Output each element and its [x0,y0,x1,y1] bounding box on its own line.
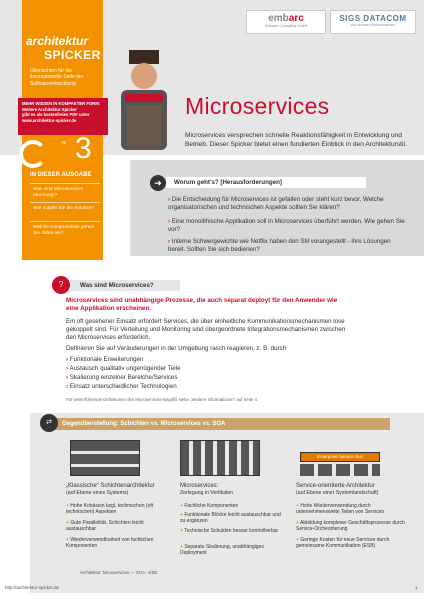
arrow-right-icon: ➜ [150,175,166,191]
sidebar-tagline: Übersichten für die konzeptionelle Seite der Softwareentwicklung [30,68,84,87]
embarc-logo-text-a: emb [268,13,289,24]
bullet-icon: › [66,374,69,381]
column-title: Service-orientierte Architektur [296,483,375,489]
challenge-text: Eine monolithische Applikation soll in Microservices überführt werden. Wie gehen Sie vor? [168,218,405,233]
column-item-text: Funktionale Blöcke leicht austauschbar und zu ergänzen [180,512,281,525]
bullet-icon: › [66,356,69,363]
intro-text: Microservices versprechen schnelle Reaktionsfähigkeit in Entwicklung und Betrieb. Dieser Spicker bietet einen fundierten Einblick in den Architekturstil. [185,132,407,148]
sigs-logo-subtitle: DIE INFORMATIONSEXPERTEN [350,23,396,27]
column-item-text: Fachliche Komponenten [184,503,239,509]
column-title: Microservices: [180,483,219,489]
toc-divider [30,202,100,203]
issue-number: 3 [75,132,92,165]
column-subtitle: Zerlegung in Vertikalen [180,490,234,496]
toc-heading: IN DIESER AUSGABE [30,172,92,178]
toc-item[interactable]: Was sind Microservices überhaupt? [33,187,84,199]
column-subtitle: (auf Ebene eines Systems) [66,490,129,496]
column-item [296,537,414,550]
page-number: 1 [415,585,418,590]
plus-icon: + [296,503,299,509]
column-item [296,520,414,533]
column-title: „Klassische“ Schichtenarchitektur [66,483,155,489]
column-item-text: Wiederverwendbarkeit von fachlichen Komponenten [66,537,154,550]
bullet-icon: › [66,383,69,390]
column-item-text: Hohe Wiederverwendung durch unternehmensweite Teilen von Services [296,503,385,516]
column-item [66,537,170,550]
definition-heading: Was sind Microservices? [70,280,180,291]
esb-box: Enterprise Service Bus [300,452,380,462]
column-item [180,544,284,557]
layer-stack-diagram [70,440,140,476]
plus-icon: + [296,520,299,526]
plus-icon: + [180,503,183,509]
plus-icon: + [296,537,299,543]
bullet-icon: › [66,365,69,372]
plus-icon: + [66,503,69,509]
toc-divider [30,183,100,184]
page-title: Microservices [185,93,330,119]
plus-icon: + [180,512,183,518]
bullet-icon: › [168,196,171,203]
soa-services-diagram [300,464,380,476]
feature-text: Austausch qualitativ ungenügender Teile [69,365,181,372]
plus-icon: + [66,520,69,526]
column-item-text: Hohe Kohäsion bzgl. technischen (oft technischen) Aspekten [66,503,154,516]
comparison-caption: Architektur: Microservices — SOA - ESB [80,570,158,575]
column-item [180,512,284,525]
column-subtitle: (auf Ebene einer Systemlandschaft) [296,490,379,496]
sigs-datacom-logo[interactable] [330,10,416,34]
definition-paragraph: Ein oft gesehener Einsatz erfordert Services, die über einheitliche Kommunikationsmechanismen lose gekoppelt sind. Für Verteilung und Monitoring sind übergeordnete Integrationsmechanismen zwischen den Microservices erforderlich. [66,318,346,341]
column-item [296,503,414,516]
challenge-item [168,196,408,212]
bullet-icon: › [168,238,171,245]
definition-note: Für weiterführende Definitionen des Microservices-Begriffs siehe „Weitere Informationen“ auf Seite 4. [66,397,259,402]
definition-lead: Microservices sind unabhängige Prozesse, die auch separat deployt für den Anwender wie eine Applikation erscheinen. [66,297,338,312]
microservice-columns-diagram [180,440,260,476]
column-item-text: Separate Skalierung, unabhängiges Deployment [180,544,264,557]
more-info-line-2: Weitere Architektur-Spicker [22,106,77,112]
issue-label: Nr. [62,140,68,145]
column-item [180,528,284,534]
challenge-item [168,218,408,234]
compare-icon: ⇄ [40,414,58,432]
column-item [66,503,170,516]
brand-architektur: architektur [26,34,89,48]
challenge-text: Interne Schwergewichte wie Netflix haben den Stil vorangestellt - ihre Lösungen bereit. Sollten Sie sich bedienen? [168,238,391,253]
refresh-circle-icon [19,140,47,168]
definition-paragraph: Definieren Sie auf Veränderungen in der Umgebung rasch reagieren, z. B. durch [66,345,287,352]
embarc-logo[interactable] [246,10,326,34]
toc-item[interactable]: Welche Kompromisse gehen Sie dabei ein? [33,225,95,237]
plus-icon: + [180,544,183,550]
column-item-text: Gute Parallelität. Schichten leicht austauschbar [66,520,144,533]
column-item-text: Abbildung komplexer Geschäftsprozesse durch Service-Orchestrierung [296,520,405,533]
question-icon: ? [52,276,70,294]
bullet-icon: › [168,218,171,225]
feature-text: Einsatz unterschiedlicher Technologien [69,383,177,390]
more-info-line-3: gibt es als kostenfreies PDF unter [22,112,90,118]
column-item [66,520,170,533]
challenge-text: Die Entscheidung für Microservices ist gefallen oder steht kurz bevor. Welche organisatorischen und technischen Aspekte sollten Sie klären? [168,196,384,211]
column-item [180,503,284,509]
toc-item[interactable]: Wie nutzen Sie die Ansätze? [33,206,95,211]
more-info-line-1: MEHR WISSEN IN KOMPAKTER FORM: [22,101,101,106]
challenges-heading: Worum geht's? [Herausforderungen] [166,177,366,188]
brand-spicker: SPICKER [44,48,101,62]
embarc-logo-subtitle: Software Consulting GmbH [264,24,308,28]
challenge-item [168,238,408,254]
plus-icon: + [180,528,183,534]
footer-url[interactable]: http://architektur-spicker.de [5,585,60,590]
column-item-text: Technische Schulden besser kontrollierbar [184,528,279,534]
feature-item [66,382,177,392]
feature-text: Funktionale Erweiterungen [69,356,144,363]
feature-text: Skalierung einzelner Bereiche/Services [69,374,178,381]
column-item-text: Geringe Kosten für neue Services durch gemeinsame Kommunikation (ESB) [296,537,390,550]
more-info-box [18,98,108,135]
person-illustration [115,50,175,160]
comparison-heading: Gegenüberstellung: Schichten vs. Microservices vs. SOA [50,418,390,430]
sigs-logo-text: SIGS DATACOM [339,14,407,23]
toc-divider [30,221,100,222]
more-info-link[interactable]: www.architektur-spicker.de [22,117,77,123]
plus-icon: + [66,537,69,543]
embarc-logo-text-b: arc [288,13,304,24]
